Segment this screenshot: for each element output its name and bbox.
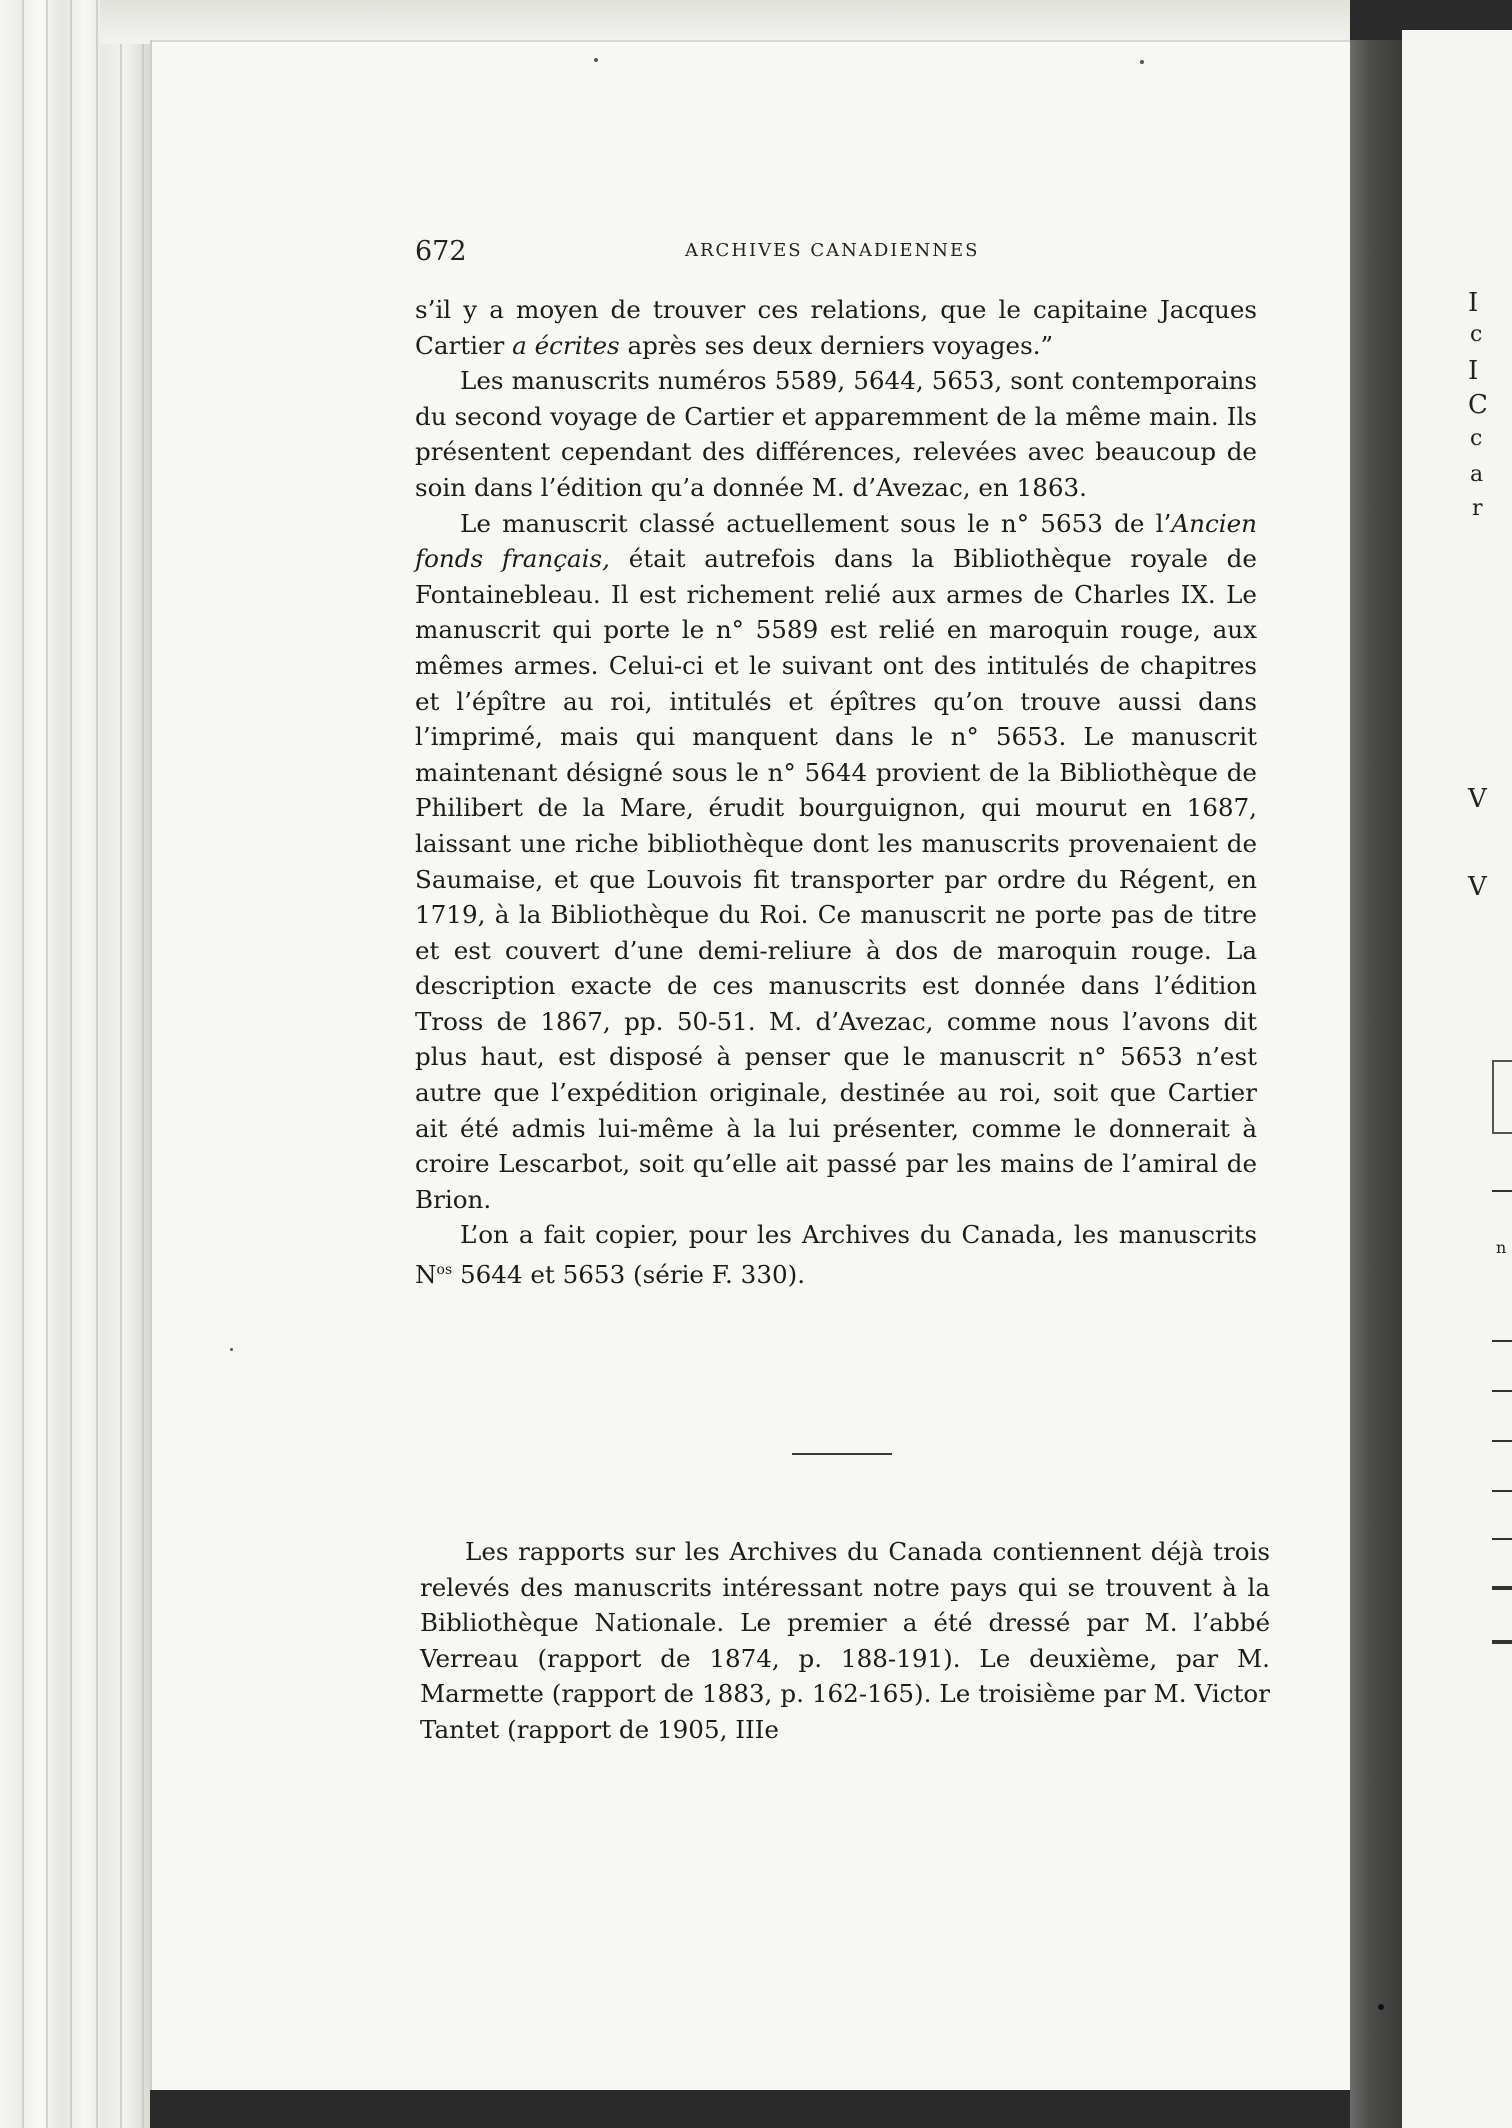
facing-page-char: n: [1496, 1238, 1507, 1257]
page-edge-line: [142, 0, 144, 2128]
running-title: ARCHIVES CANADIENNES: [685, 240, 980, 261]
facing-page-char: V: [1468, 784, 1487, 814]
scan-speck: [230, 1348, 233, 1351]
facing-page-char: I: [1468, 288, 1479, 318]
text-run: 5644 et 5653 (série F. 330).: [452, 1260, 806, 1290]
facing-page-char: a: [1470, 462, 1484, 487]
italic-text: Ancien fonds français,: [415, 508, 1257, 574]
book-gutter-shadow: [1350, 40, 1402, 2128]
page-top-band: [100, 0, 1350, 44]
facing-page-rule: [1492, 1586, 1512, 1590]
facing-page-char: I: [1468, 356, 1479, 386]
paragraph: [415, 506, 1257, 1218]
page-edge-line: [120, 0, 122, 2128]
text-run: après ses deux derniers voyages.”: [619, 330, 1054, 360]
scan-speck: [1378, 2004, 1384, 2010]
text-run: s’il y a moyen de trouver ces relations, que le capitaine Jacques Cartier: [415, 295, 1257, 360]
second-section-text: [420, 1534, 1270, 1748]
facing-page-char: V: [1468, 872, 1487, 902]
section-divider: [792, 1453, 892, 1455]
paragraph: Les rapports sur les Archives du Canada contiennent déjà trois relevés des manuscrits intéressant notre pays qui se trouvent à la Bibliothèque Nationale. Le premier a été dressé par M. l’abbé Verreau (rapport de 1874, p. 188-191). Le deuxième, par M. Marmette (rapport de 1883, p. 162-165). Le troisième par M. Victor Tantet (rapport de 1905, IIIe: [420, 1537, 1270, 1744]
superscript-text: os: [436, 1262, 453, 1279]
paragraph: [415, 1217, 1257, 1292]
text-run: était autrefois dans la Bibliothèque royale de Fontainebleau. Il est richement relié aux armes de Charles IX. Le manuscrit qui porte le n° 5589 est relié en maroquin rouge, aux mêmes armes. Celui-ci et le suivant ont des intitulés de chapitres et l’épître au roi, intitulés et épîtres qu’on trouve aussi dans l’imprimé, mais qui manquent dans le n° 5653. Le manuscrit maintenant désigné sous le n° 5644 provient de la Bibliothèque de Philibert de la Mare, érudit bourguignon, qui mourut en 1687, laissant une riche bibliothèque dont les manuscrits provenaient de Saumaise, et que Louvois fit transporter par ordre du Régent, en 1719, à la Bibliothèque du Roi. Ce manuscrit ne porte pas de titre et est couvert d’une demi-reliure à dos de maroquin rouge. La description exacte de ces manuscrits est donnée dans l’édition Tross de 1867, pp. 50-51. M. d’Avezac, comme nous l’avons dit plus haut, est disposé à penser que le manuscrit n° 5653 n’est autre que l’expédition originale, destinée au roi, soit que Cartier ait été admis lui-même à la lui présenter, comme le donnerait à croire Lescarbot, soit qu’elle ait passé par les mains de l’amiral de Brion.: [415, 544, 1257, 1214]
facing-page-rule: [1492, 1490, 1512, 1492]
facing-page-rule: [1492, 1340, 1512, 1342]
facing-page-char: C: [1468, 390, 1488, 420]
running-head: [415, 236, 1255, 272]
page-edge-line: [22, 0, 24, 2128]
facing-page-char: c: [1470, 322, 1483, 347]
facing-page-char: r: [1472, 496, 1483, 521]
facing-page-rule: [1492, 1640, 1512, 1644]
text-run: Le manuscrit classé actuellement sous le n° 5653 de l’: [460, 508, 1172, 538]
facing-page-fragment: [1402, 30, 1512, 2128]
main-text: [415, 292, 1257, 1293]
text-run: L’on a fait copier, pour les Archives du Canada, les manuscrits N: [415, 1220, 1257, 1290]
facing-page-box: [1492, 1060, 1512, 1134]
facing-page-rule: [1492, 1440, 1512, 1442]
paragraph: [415, 363, 1257, 505]
page-edge-line: [46, 0, 48, 2128]
italic-text: a écrites: [512, 330, 620, 360]
scan-speck: [1140, 60, 1144, 64]
left-page-edges: [0, 0, 150, 2128]
facing-page-rule: [1492, 1390, 1512, 1392]
page-number: 672: [415, 236, 467, 267]
scan-speck: [594, 58, 598, 62]
facing-page-rule: [1492, 1190, 1512, 1192]
page-edge-line: [96, 0, 98, 2128]
facing-page-rule: [1492, 1538, 1512, 1540]
page-edge-line: [70, 0, 72, 2128]
facing-page-char: c: [1470, 426, 1483, 451]
paragraph: [415, 292, 1257, 363]
text-run: Les manuscrits numéros 5589, 5644, 5653, sont contemporains du second voyage de Cartier et apparemment de la même main. Ils présentent cependant des différences, relevées avec beaucoup de soin dans l’édition qu’a donnée M. d’Avezac, en 1863.: [415, 366, 1257, 502]
